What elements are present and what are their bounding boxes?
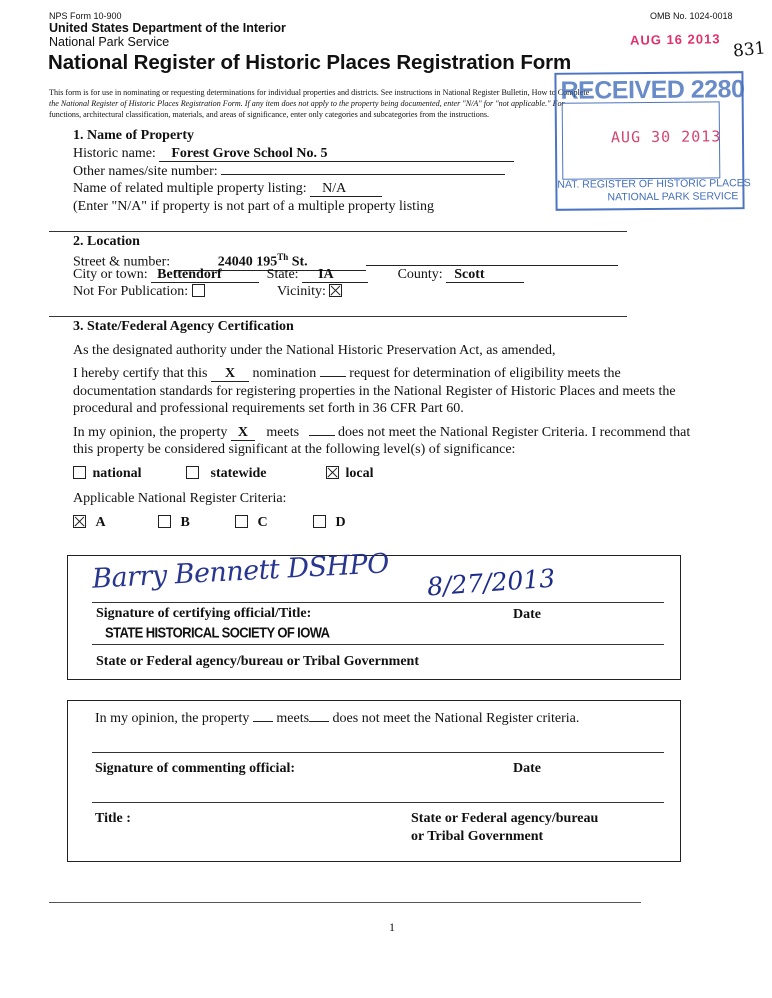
certify-text: I hereby certify that this — [73, 366, 208, 381]
certifying-agency-label: State or Federal agency/bureau or Tribal Government — [96, 654, 420, 669]
omb-number: OMB No. 1024-0018 — [650, 11, 733, 21]
service: National Park Service — [49, 35, 170, 49]
statewide-label: statewide — [210, 466, 267, 481]
criterion-c-label: C — [257, 515, 268, 530]
comment-meets-blank — [253, 721, 273, 722]
instructions-line: functions, architectural classification, materials, and areas of significance, enter only categories and subcategories from the instructions. — [49, 110, 490, 119]
section-2-heading: 2. Location — [73, 234, 140, 249]
street-extra-field — [366, 265, 618, 266]
certify-text: nomination — [252, 366, 317, 381]
related-listing-label: Name of related multiple property listing: — [73, 181, 307, 196]
form-title: National Register of Historic Places Registration Form — [48, 51, 572, 74]
comment-date-label: Date — [513, 761, 541, 776]
section-1-heading: 1. Name of Property — [73, 128, 195, 143]
section-divider — [49, 316, 627, 317]
received-stamp-title: RECEIVED 2280 — [560, 75, 745, 105]
instructions-line: the National Register of Historic Places Registration Form. If any item does not apply to the property being documented, enter "N/A" for "not applicable." For — [49, 99, 565, 108]
city-value: Bettendorf — [151, 268, 259, 283]
criterion-a-label: A — [95, 515, 106, 530]
vicinity-row — [277, 284, 342, 300]
other-names-row — [73, 164, 505, 180]
register-stamp-line: NATIONAL PARK SERVICE — [607, 190, 739, 204]
form-number: NPS Form 10-900 — [49, 11, 122, 21]
date-received-stamp: AUG 16 2013 — [629, 31, 721, 48]
criterion-d-checkbox[interactable] — [313, 515, 326, 528]
historic-name-value: Forest Grove School No. 5 — [159, 147, 514, 162]
street-number: 24040 195 — [217, 254, 278, 270]
comment-signature-label: Signature of commenting official: — [95, 761, 295, 776]
criteria-label: Applicable National Register Criteria: — [73, 491, 287, 506]
comment-opinion-text: meets — [276, 711, 310, 726]
instructions — [49, 87, 589, 120]
instructions-line: This form is for use in nominating or requesting determinations for individual properties and districts. See instructions in National Register Bulletin, How to Complete — [49, 88, 590, 97]
certify-text: request for determination of eligibility meets the — [349, 366, 621, 381]
local-label: local — [345, 466, 374, 481]
level-local — [326, 466, 374, 482]
opinion-text: does not meet the National Register Criteria. I recommend that — [338, 425, 691, 440]
handwritten-number: 831 — [732, 38, 767, 62]
national-checkbox[interactable] — [73, 466, 86, 479]
department: United States Department of the Interior — [49, 21, 286, 35]
county-label: County: — [397, 267, 443, 282]
criterion-b-checkbox[interactable] — [158, 515, 171, 528]
national-label: national — [92, 466, 142, 481]
nfp-row — [73, 284, 205, 300]
local-checkbox[interactable] — [326, 466, 339, 479]
city-label: City or town: — [73, 267, 148, 282]
criterion-b — [158, 515, 190, 531]
opinion-text: this property be considered significant at the following level(s) of significance: — [73, 442, 516, 457]
state-label: State: — [266, 267, 299, 282]
comment-signature-line — [92, 752, 664, 753]
state-society-stamp: STATE HISTORICAL SOCIETY OF IOWA — [105, 624, 330, 641]
received-stamp — [554, 71, 751, 211]
page-number: 1 — [389, 920, 395, 934]
criterion-b-label: B — [180, 515, 190, 530]
not-for-publication-label: Not For Publication: — [73, 284, 189, 299]
comment-title-label: Title : — [95, 811, 131, 826]
signature-line — [92, 602, 664, 603]
criterion-d-label: D — [335, 515, 346, 530]
authority-statement: As the designated authority under the National Historic Preservation Act, as amended, — [73, 343, 556, 358]
historic-name-row — [73, 146, 514, 162]
street-ordinal: Th — [277, 252, 289, 262]
opinion-line — [73, 425, 690, 441]
section-divider — [49, 231, 627, 232]
enter-na-note: (Enter "N/A" if property is not part of a multiple property listing — [73, 199, 434, 214]
certifying-date: 8/27/2013 — [426, 563, 557, 602]
comment-opinion-line — [95, 711, 579, 727]
certifying-signature: Barry Bennett DSHPO — [91, 548, 390, 595]
comment-opinion-text: In my opinion, the property — [95, 711, 250, 726]
certifying-signature-label: Signature of certifying official/Title: — [96, 606, 312, 621]
title-line — [92, 644, 664, 645]
criterion-c-checkbox[interactable] — [235, 515, 248, 528]
meets-mark: X — [231, 426, 255, 441]
certifying-date-label: Date — [513, 607, 541, 622]
criterion-c — [235, 515, 268, 531]
opinion-text: meets — [266, 425, 300, 440]
comment-title-line — [92, 802, 664, 803]
comment-agency-label: or Tribal Government — [411, 829, 544, 844]
other-names-field — [221, 174, 505, 175]
comment-agency-label: State or Federal agency/bureau — [411, 811, 599, 826]
street-label: Street & number: — [73, 254, 171, 270]
other-names-label: Other names/site number: — [73, 164, 218, 179]
request-mark-blank — [320, 376, 346, 377]
comment-does-not-meet-blank — [309, 721, 329, 722]
nomination-mark: X — [211, 367, 249, 382]
certify-line — [73, 366, 621, 382]
historic-name-label: Historic name: — [73, 146, 156, 161]
vicinity-checkbox[interactable] — [329, 284, 342, 297]
section-3-heading: 3. State/Federal Agency Certification — [73, 319, 294, 334]
footer-line — [49, 902, 641, 903]
related-listing-row — [73, 181, 382, 197]
comment-opinion-text: does not meet the National Register criteria. — [332, 711, 580, 726]
statewide-checkbox[interactable] — [186, 466, 199, 479]
city-row — [73, 267, 524, 283]
street-suffix: St. — [288, 254, 308, 270]
register-stamp-line: NAT. REGISTER OF HISTORIC PLACES — [557, 177, 751, 191]
certify-text: procedural and professional requirements set forth in 36 CFR Part 60. — [73, 401, 464, 416]
criterion-d — [313, 515, 346, 531]
state-value: IA — [302, 268, 368, 283]
criterion-a-checkbox[interactable] — [73, 515, 86, 528]
certify-text: documentation standards for registering properties in the National Register of Historic Places and meets the — [73, 384, 676, 399]
related-listing-value: N/A — [310, 182, 382, 197]
level-statewide — [186, 466, 267, 482]
county-value: Scott — [446, 268, 524, 283]
level-national — [73, 466, 142, 482]
criterion-a — [73, 515, 106, 531]
opinion-text: In my opinion, the property — [73, 425, 228, 440]
received-date: AUG 30 2013 — [610, 127, 722, 147]
not-for-publication-checkbox[interactable] — [192, 284, 205, 297]
vicinity-label: Vicinity: — [277, 284, 326, 299]
does-not-meet-blank — [309, 435, 335, 436]
